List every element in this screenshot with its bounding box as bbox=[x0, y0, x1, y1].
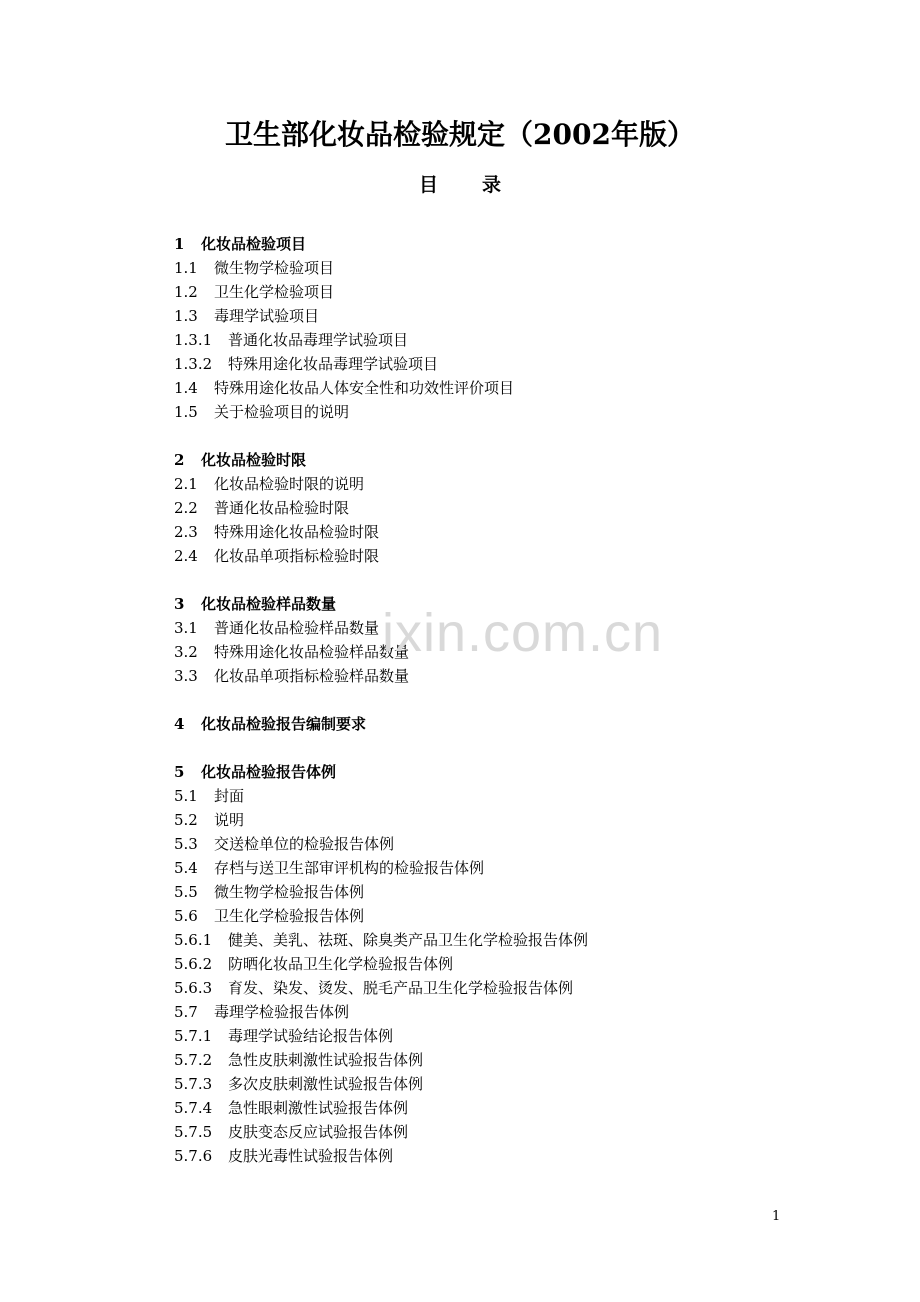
toc-title: 化妆品单项指标检验时限 bbox=[214, 547, 380, 565]
toc-entry bbox=[174, 280, 814, 304]
toc-number: 5.5 bbox=[174, 883, 198, 901]
toc-number: 2 bbox=[174, 451, 185, 469]
toc-number: 5.7.6 bbox=[174, 1147, 213, 1165]
toc-section-heading bbox=[174, 448, 814, 472]
toc-title: 卫生化学检验报告体例 bbox=[214, 907, 365, 925]
toc-number: 1.1 bbox=[174, 259, 198, 277]
toc-number: 5.7.1 bbox=[174, 1027, 213, 1045]
page-number: 1 bbox=[772, 1209, 781, 1224]
toc-number: 5.7.2 bbox=[174, 1051, 213, 1069]
toc-entry bbox=[174, 256, 814, 280]
toc-entry bbox=[174, 952, 814, 976]
toc-number: 5.4 bbox=[174, 859, 198, 877]
toc-heading: 目录 bbox=[418, 174, 545, 196]
toc-title: 化妆品单项指标检验样品数量 bbox=[214, 667, 410, 685]
toc-title: 普通化妆品检验样品数量 bbox=[214, 619, 380, 637]
toc-title: 化妆品检验时限 bbox=[201, 451, 307, 469]
toc-title: 微生物学检验项目 bbox=[214, 259, 335, 277]
toc-number: 5.3 bbox=[174, 835, 198, 853]
toc-number: 5.2 bbox=[174, 811, 198, 829]
toc-number: 5.7.3 bbox=[174, 1075, 213, 1093]
toc-entry bbox=[174, 976, 814, 1000]
toc-title: 关于检验项目的说明 bbox=[214, 403, 350, 421]
toc-title: 化妆品检验样品数量 bbox=[201, 595, 337, 613]
toc-entry bbox=[174, 1144, 814, 1168]
toc-entry bbox=[174, 904, 814, 928]
toc-title: 皮肤光毒性试验报告体例 bbox=[228, 1147, 394, 1165]
toc-number: 1.3.1 bbox=[174, 331, 213, 349]
toc-number: 1.5 bbox=[174, 403, 198, 421]
toc-number: 1 bbox=[174, 235, 185, 253]
toc-entry bbox=[174, 400, 814, 424]
toc-number: 5.1 bbox=[174, 787, 198, 805]
toc-number: 5.6.2 bbox=[174, 955, 213, 973]
toc-section bbox=[174, 712, 814, 736]
toc-section bbox=[174, 448, 814, 568]
toc-title: 毒理学检验报告体例 bbox=[214, 1003, 350, 1021]
toc-title: 皮肤变态反应试验报告体例 bbox=[228, 1123, 409, 1141]
toc-number: 2.1 bbox=[174, 475, 198, 493]
toc-entry bbox=[174, 856, 814, 880]
toc-number: 3.2 bbox=[174, 643, 198, 661]
toc-entry bbox=[174, 1000, 814, 1024]
toc-number: 1.3.2 bbox=[174, 355, 213, 373]
toc-title: 急性皮肤刺激性试验报告体例 bbox=[228, 1051, 424, 1069]
toc-section bbox=[174, 760, 814, 1168]
toc-number: 2.4 bbox=[174, 547, 198, 565]
toc-number: 5.7.4 bbox=[174, 1099, 213, 1117]
toc-entry bbox=[174, 928, 814, 952]
toc-entry bbox=[174, 1024, 814, 1048]
toc-title: 毒理学试验项目 bbox=[214, 307, 320, 325]
toc-entry bbox=[174, 544, 814, 568]
toc-title: 化妆品检验报告编制要求 bbox=[201, 715, 367, 733]
toc-title: 特殊用途化妆品检验时限 bbox=[214, 523, 380, 541]
toc-number: 5.6.1 bbox=[174, 931, 213, 949]
toc-entry bbox=[174, 520, 814, 544]
toc-entry bbox=[174, 352, 814, 376]
toc-number: 2.2 bbox=[174, 499, 198, 517]
toc-title: 说明 bbox=[214, 811, 245, 829]
toc-title: 急性眼刺激性试验报告体例 bbox=[228, 1099, 409, 1117]
toc-title: 交送检单位的检验报告体例 bbox=[214, 835, 395, 853]
toc-number: 3.1 bbox=[174, 619, 198, 637]
toc-entry bbox=[174, 328, 814, 352]
toc-title: 健美、美乳、祛斑、除臭类产品卫生化学检验报告体例 bbox=[228, 931, 589, 949]
toc-title: 特殊用途化妆品人体安全性和功效性评价项目 bbox=[214, 379, 515, 397]
toc-title: 化妆品检验报告体例 bbox=[201, 763, 337, 781]
toc-title: 多次皮肤刺激性试验报告体例 bbox=[228, 1075, 424, 1093]
watermark: ixin.com.cn bbox=[382, 603, 664, 663]
toc-section bbox=[174, 232, 814, 424]
toc-title: 微生物学检验报告体例 bbox=[214, 883, 365, 901]
toc-title: 存档与送卫生部审评机构的检验报告体例 bbox=[214, 859, 485, 877]
toc-title: 特殊用途化妆品检验样品数量 bbox=[214, 643, 410, 661]
toc-entry bbox=[174, 376, 814, 400]
toc-number: 5.6.3 bbox=[174, 979, 213, 997]
toc-number: 5 bbox=[174, 763, 185, 781]
toc-number: 2.3 bbox=[174, 523, 198, 541]
toc-number: 1.3 bbox=[174, 307, 198, 325]
toc-entry bbox=[174, 472, 814, 496]
toc-entry bbox=[174, 1120, 814, 1144]
table-of-contents bbox=[174, 232, 814, 1192]
toc-number: 1.4 bbox=[174, 379, 198, 397]
toc-entry bbox=[174, 784, 814, 808]
toc-section-heading bbox=[174, 232, 814, 256]
toc-entry bbox=[174, 808, 814, 832]
toc-number: 4 bbox=[174, 715, 185, 733]
toc-entry bbox=[174, 304, 814, 328]
toc-title: 育发、染发、烫发、脱毛产品卫生化学检验报告体例 bbox=[228, 979, 574, 997]
toc-title: 普通化妆品毒理学试验项目 bbox=[228, 331, 409, 349]
toc-section-heading bbox=[174, 760, 814, 784]
toc-title: 封面 bbox=[214, 787, 245, 805]
toc-title: 普通化妆品检验时限 bbox=[214, 499, 350, 517]
toc-title: 毒理学试验结论报告体例 bbox=[228, 1027, 394, 1045]
toc-title: 化妆品检验时限的说明 bbox=[214, 475, 365, 493]
toc-number: 5.7 bbox=[174, 1003, 198, 1021]
toc-entry bbox=[174, 832, 814, 856]
toc-number: 3.3 bbox=[174, 667, 198, 685]
toc-number: 1.2 bbox=[174, 283, 198, 301]
toc-title: 特殊用途化妆品毒理学试验项目 bbox=[228, 355, 439, 373]
toc-entry bbox=[174, 1072, 814, 1096]
toc-entry bbox=[174, 1096, 814, 1120]
toc-entry bbox=[174, 496, 814, 520]
toc-entry bbox=[174, 1048, 814, 1072]
toc-number: 5.7.5 bbox=[174, 1123, 213, 1141]
toc-entry bbox=[174, 880, 814, 904]
toc-title: 防晒化妆品卫生化学检验报告体例 bbox=[228, 955, 454, 973]
toc-title: 化妆品检验项目 bbox=[201, 235, 307, 253]
toc-section-heading bbox=[174, 712, 814, 736]
toc-number: 3 bbox=[174, 595, 185, 613]
document-title: 卫生部化妆品检验规定（2002年版） bbox=[225, 118, 695, 151]
toc-number: 5.6 bbox=[174, 907, 198, 925]
toc-title: 卫生化学检验项目 bbox=[214, 283, 335, 301]
